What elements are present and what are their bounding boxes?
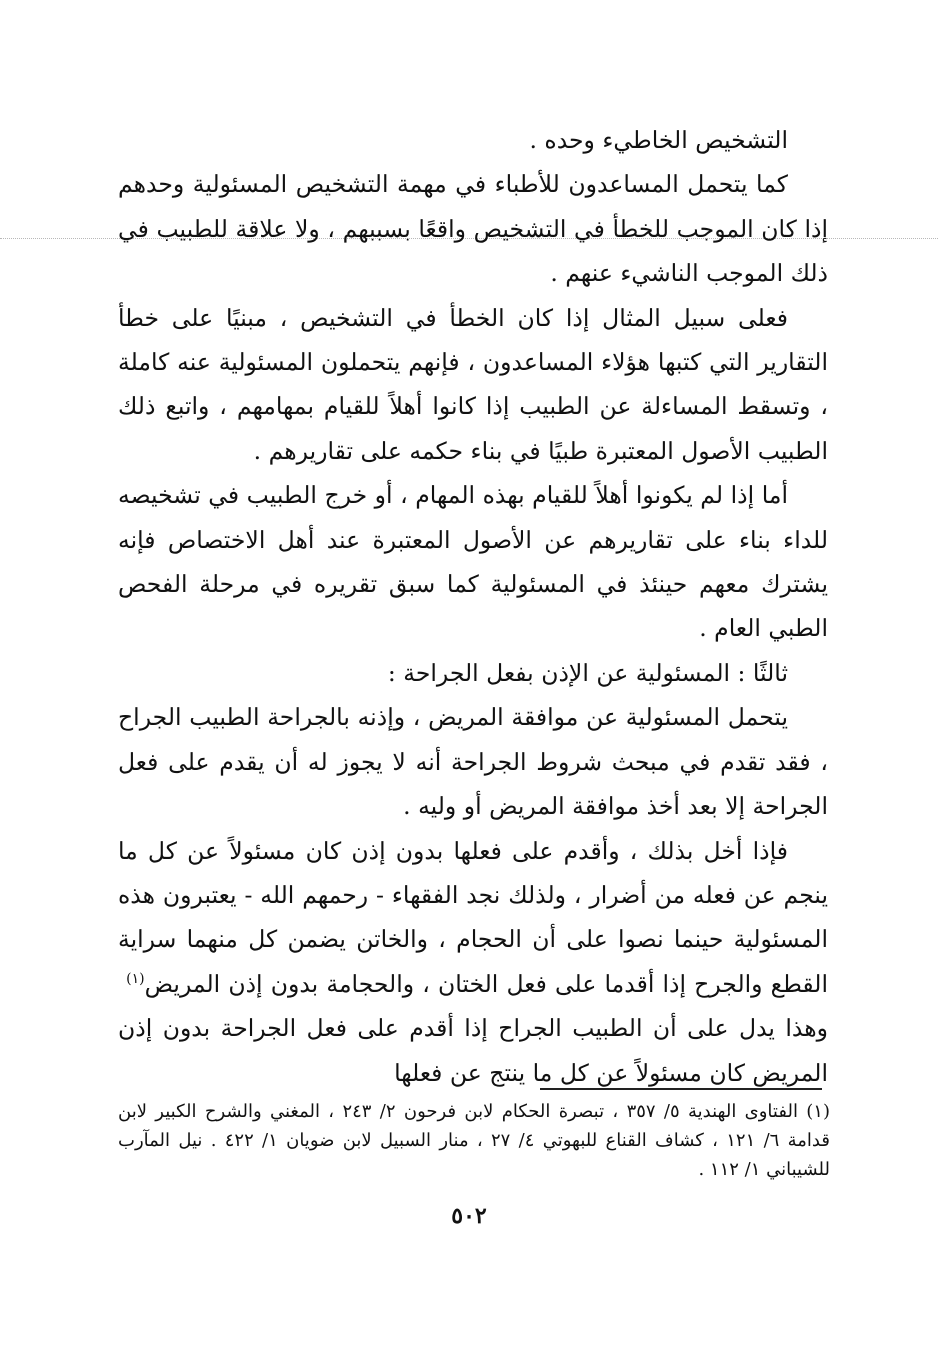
- main-text: [118, 118, 828, 1095]
- paragraph-1: التشخيص الخاطيء وحده .: [529, 126, 788, 154]
- paragraph-6: [118, 829, 828, 1095]
- footnotes: [118, 1097, 830, 1184]
- paragraph-6-continuation: وهذا يدل على أن الطبيب الجراح إذا أقدم على فعل الجراحة بدون إذن المريض كان مسئولاً عن كل ما ينتج عن فعلها: [118, 1014, 828, 1087]
- footnote-reference[interactable]: (١): [126, 970, 145, 987]
- paragraph-5: يتحمل المسئولية عن موافقة المريض ، وإذنه بالجراحة الطبيب الجراح ، فقد تقدم في مبحث شروط الجراحة أنه لا يجوز له أن يقدم على فعل الجراحة إلا بعد أخذ موافقة المريض أو وليه .: [118, 703, 828, 821]
- paragraph-4: أما إذا لم يكونوا أهلاً للقيام بهذه المهام ، أو خرج الطبيب في تشخيصه للداء بناء على تقاريرهم عن الأصول المعتبرة عند أهل الاختصاص فإنه يشترك معهم حينئذ في المسئولية كما سبق تقريره في مرحلة الفحص الطبي العام .: [118, 481, 828, 643]
- paragraph-2: كما يتحمل المساعدون للأطباء في مهمة التشخيص المسئولية وحدهم إذا كان الموجب للخطأ في التشخيص واقعًا بسببهم ، ولا علاقة للطبيب في ذلك الموجب الناشيء عنهم .: [118, 170, 828, 288]
- footnote-separator: [540, 1088, 822, 1090]
- page-number: ٥٠٢: [451, 1203, 487, 1229]
- paragraph-6-text: فإذا أخل بذلك ، وأقدم على فعلها بدون إذن كان مسئولاً عن كل ما ينجم عن فعله من أضرار ، ولذلك نجد الفقهاء - رحمهم الله - يعتبرون هذه المسئولية حينما نصوا على أن الحجام ، والخاتن يضمن كل منهما سراية القطع والجرح إذا أقدما على فعل الختان ، والحجامة بدون إذن المريض: [118, 836, 828, 998]
- paragraph-3: فعلى سبيل المثال إذا كان الخطأ في التشخيص ، مبنيًا على خطأ التقارير التي كتبها هؤلاء المساعدون ، فإنهم يتحملون المسئولية عنه كاملة ، وتسقط المساءلة عن الطبيب إذا كانوا أهلاً للقيام بمهامهم ، واتبع ذلك الطبيب الأصول المعتبرة طبيًا في بناء حكمه على تقاريرهم .: [118, 303, 828, 465]
- section-heading: ثالثًا : المسئولية عن الإذن بفعل الجراحة :: [387, 658, 788, 687]
- footnote-1: (١) الفتاوى الهندية ٥/ ٣٥٧ ، تبصرة الحكام لابن فرحون ٢/ ٢٤٣ ، المغني والشرح الكبير لابن قدامة ٦/ ١٢١ ، كشاف القناع للبهوتي ٤/ ٢٧ ، منار السبيل لابن ضويان ١/ ٤٢٢ . نيل المآرب للشيباني ١/ ١١٢ .: [118, 1101, 830, 1180]
